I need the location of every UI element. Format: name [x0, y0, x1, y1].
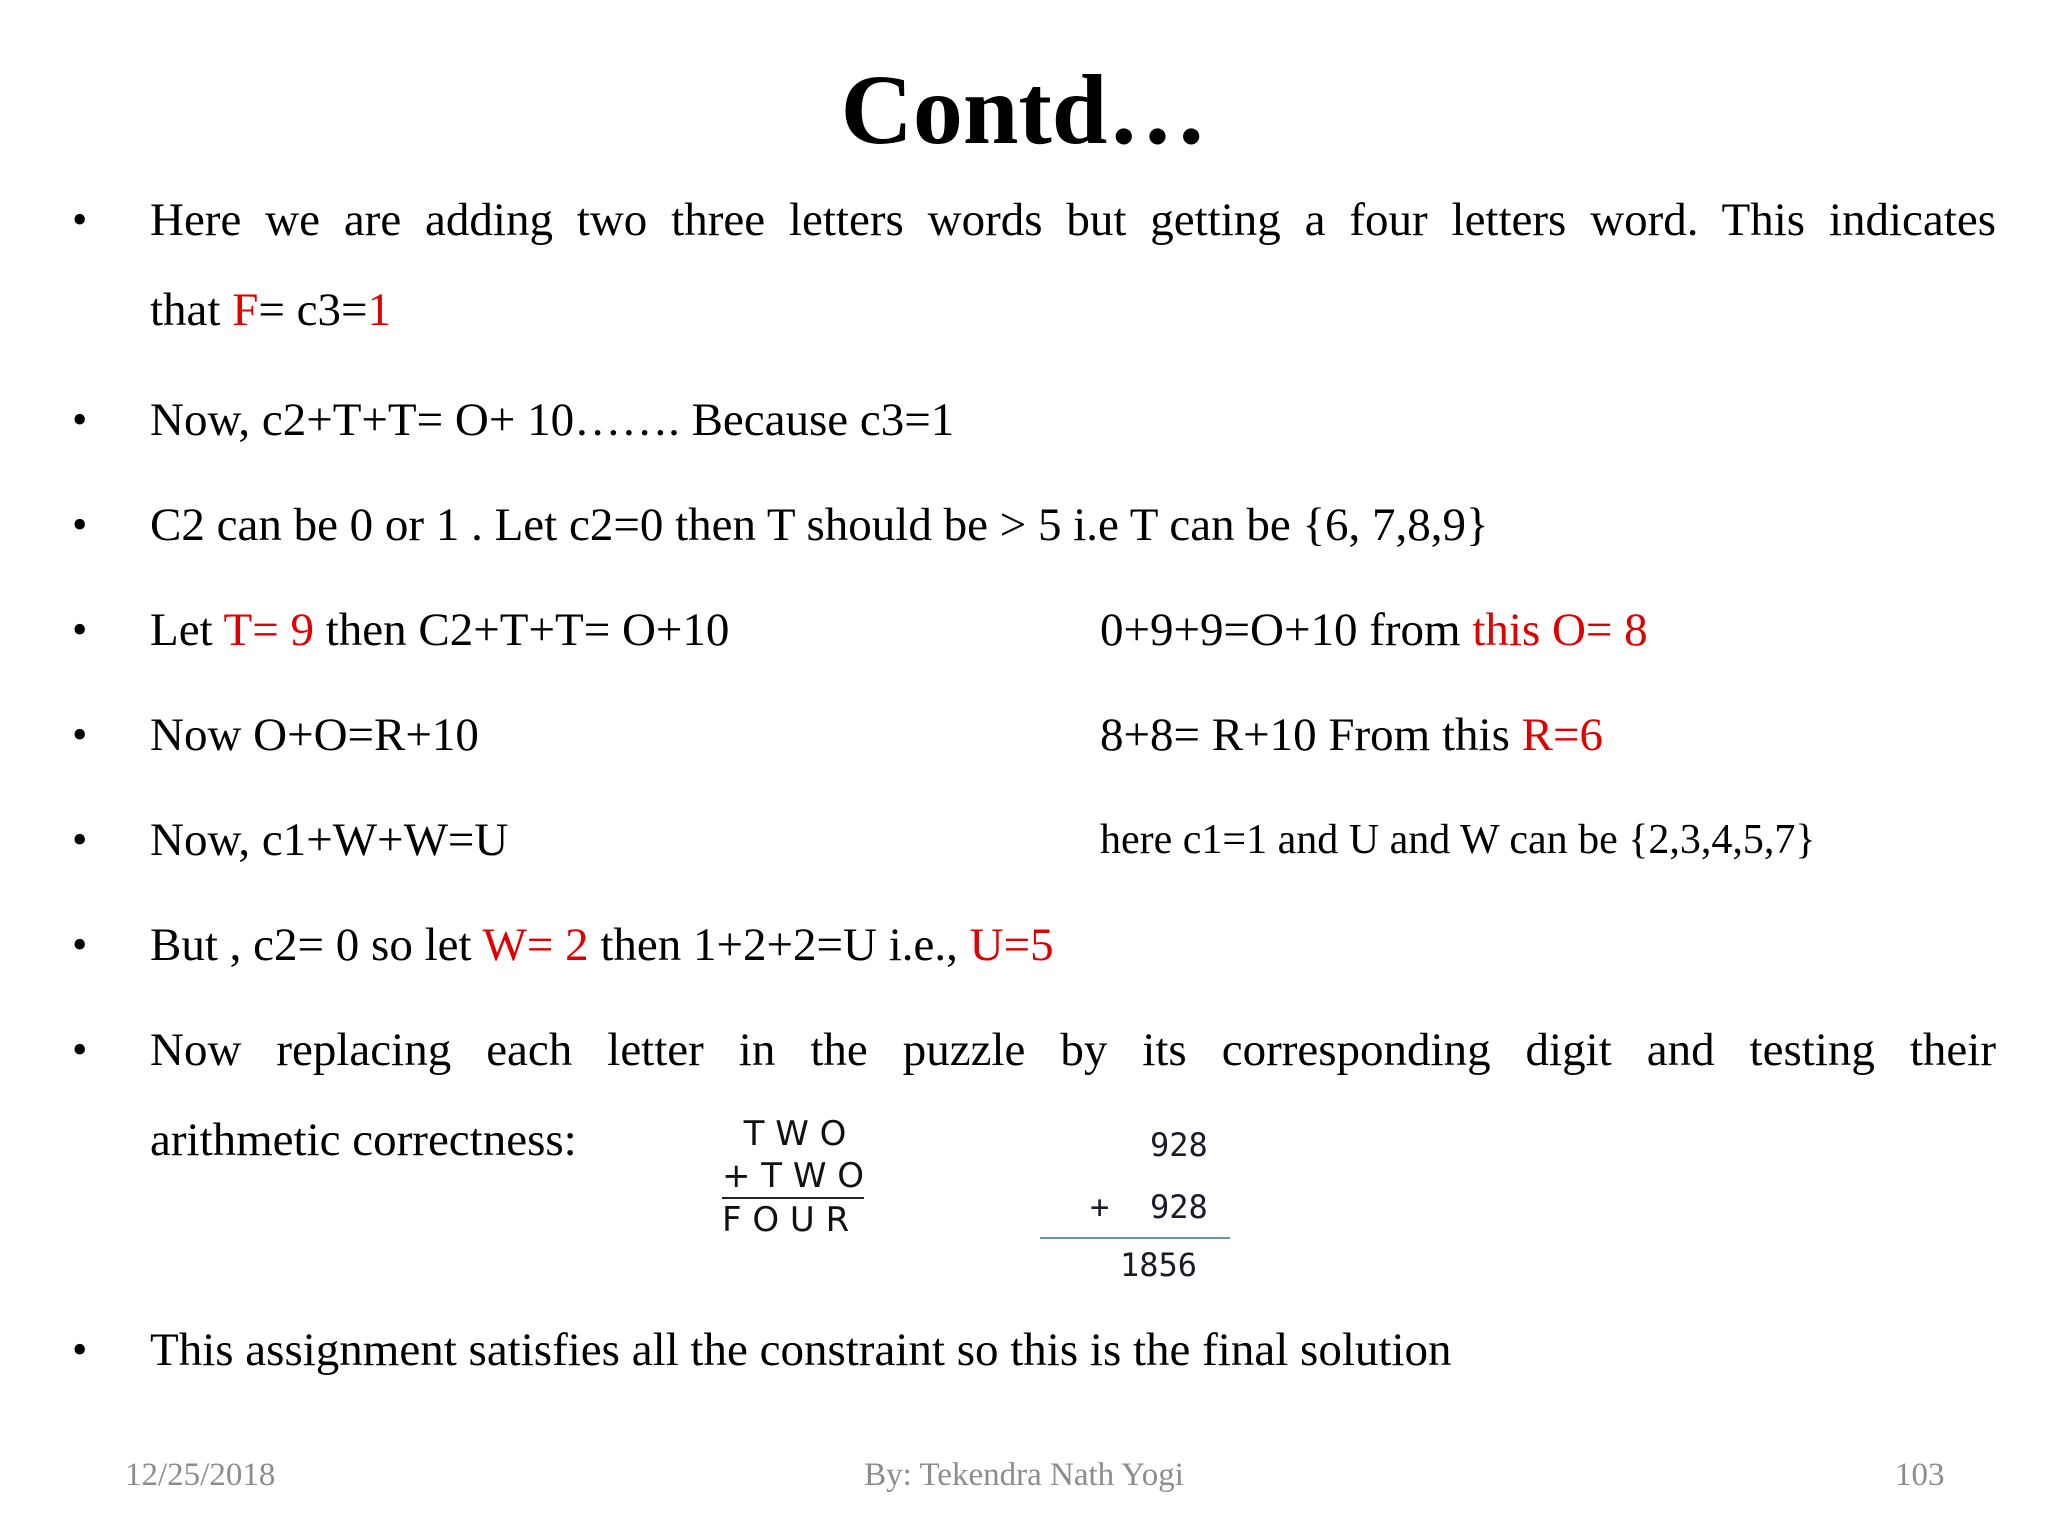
bullet-6-right: here c1=1 and U and W can be {2,3,4,5,7} — [1100, 817, 1816, 863]
slide-title: Contd… — [840, 54, 1208, 165]
sum-row-2: 928 — [1150, 1188, 1208, 1226]
bullet-2-text: Now, c2+T+T= O+ 10……. Because c3=1 — [150, 394, 955, 446]
sum-plus-sign: + — [1090, 1188, 1110, 1226]
bullet-marker: • — [72, 710, 88, 759]
puzzle-row-2 — [722, 1155, 864, 1199]
bullet-marker: • — [72, 815, 88, 864]
bullet-3-text: C2 can be 0 or 1 . Let c2=0 then T should be > 5 i.e T can be {6, 7,8,9} — [150, 499, 1489, 551]
sum-underline — [1040, 1237, 1230, 1239]
text-span: But , c2= 0 so let — [150, 919, 483, 971]
highlight-span: U=5 — [969, 919, 1054, 971]
text-span: 8+8= R+10 From this — [1100, 709, 1522, 761]
numeric-sum — [1040, 1125, 1310, 1295]
footer-date: 12/25/2018 — [125, 1457, 276, 1493]
highlight-span: W= 2 — [482, 919, 589, 971]
bullet-7-text — [150, 915, 1054, 975]
bullet-1-line-1: Here we are adding two three letters words but getting a four letters word. This indicates — [150, 194, 1996, 246]
highlight-span: T= 9 — [223, 604, 314, 656]
text-span: = c3= — [258, 284, 368, 336]
highlight-span: F — [232, 284, 259, 336]
bullet-1-line-2 — [150, 280, 391, 340]
highlight-span: R=6 — [1521, 709, 1603, 761]
bullet-marker: • — [72, 605, 88, 654]
puzzle-row-3: F O U R — [722, 1200, 850, 1240]
bullet-8-line-2: arithmetic correctness: — [150, 1114, 577, 1166]
puzzle-row-1: T W O — [722, 1114, 847, 1154]
footer-author: By: Tekendra Nath Yogi — [864, 1457, 1184, 1493]
text-span: 0+9+9=O+10 from — [1100, 604, 1473, 656]
text-span: that — [150, 284, 233, 336]
highlight-span: this O= 8 — [1472, 604, 1648, 656]
sum-row-1: 928 — [1150, 1126, 1208, 1164]
bullet-4-left — [150, 600, 729, 660]
bullet-marker: • — [72, 1325, 88, 1374]
bullet-marker: • — [72, 195, 88, 244]
sum-result: 1856 — [1120, 1246, 1198, 1284]
bullet-marker: • — [72, 920, 88, 969]
bullet-8-line-1: Now replacing each letter in the puzzle by its corresponding digit and testing their — [150, 1024, 1996, 1076]
text-span: then 1+2+2=U i.e., — [588, 919, 970, 971]
text-span: Let — [150, 604, 224, 656]
puzzle-row-2-text: + T W O — [722, 1155, 864, 1199]
letter-puzzle — [722, 1113, 864, 1241]
bullet-marker: • — [72, 395, 88, 444]
bullet-5-right — [1100, 705, 1603, 765]
bullet-9-text: This assignment satisfies all the constraint so this is the final solution — [150, 1324, 1452, 1376]
bullet-5-left: Now O+O=R+10 — [150, 709, 479, 761]
bullet-marker: • — [72, 1025, 88, 1074]
highlight-span: 1 — [367, 284, 391, 336]
text-span: then C2+T+T= O+10 — [314, 604, 730, 656]
bullet-marker: • — [72, 500, 88, 549]
bullet-4-right — [1100, 600, 1648, 660]
bullet-6-left: Now, c1+W+W=U — [150, 814, 509, 866]
footer-page-number: 103 — [1895, 1457, 1945, 1493]
